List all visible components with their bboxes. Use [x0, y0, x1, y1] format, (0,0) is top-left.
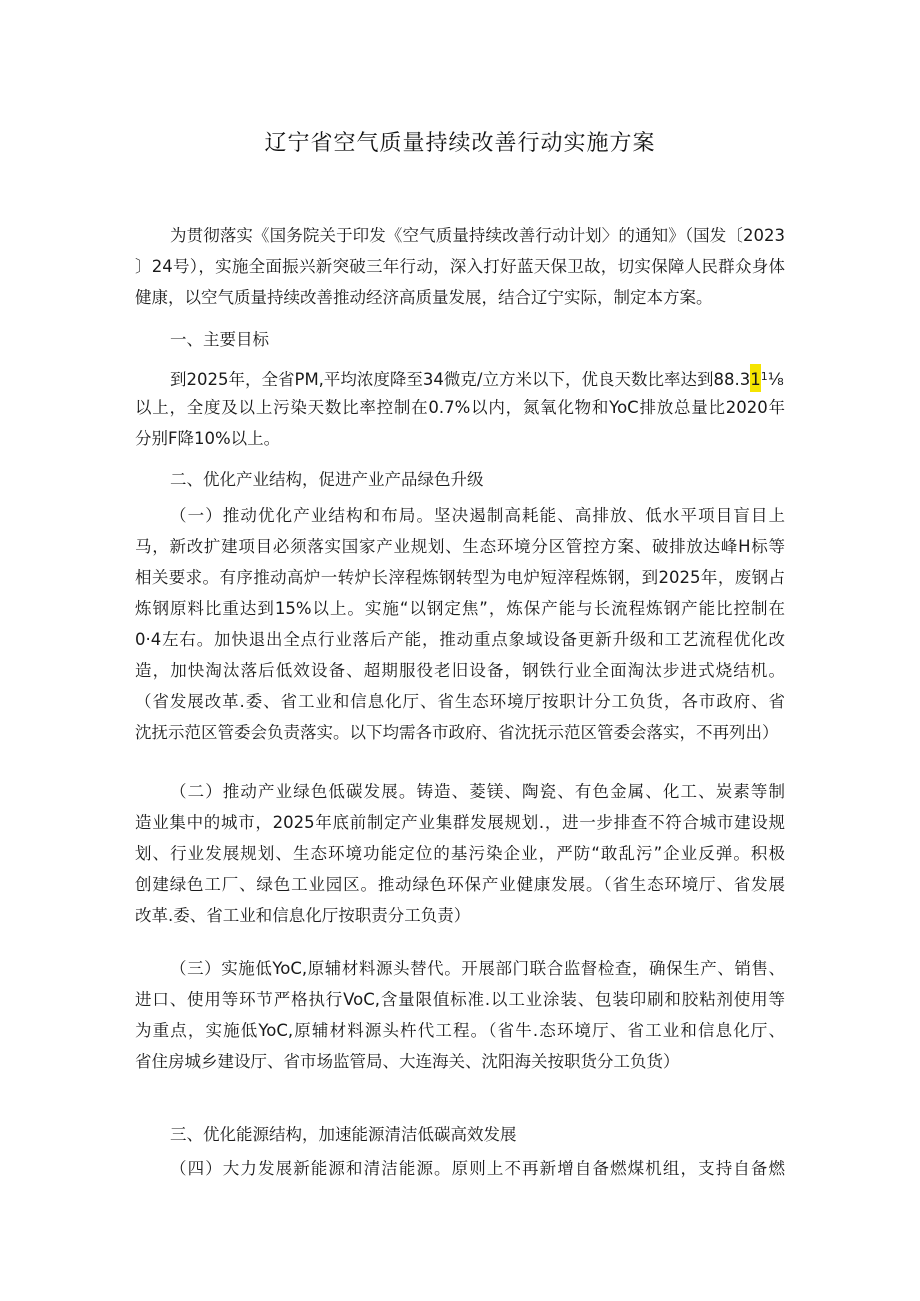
text-line: 划、行业发展规划、生态环境功能定位的基污染企业，严防“敢乱污”企业反弹。积极 — [135, 844, 785, 863]
paragraph-goals — [135, 361, 785, 454]
goals-tail: ⅛ — [767, 370, 784, 389]
superscript-note: 1 — [760, 370, 768, 383]
heading-text: 一、主要目标 — [170, 330, 269, 349]
text-line: 炼钢原料比重达到15%以上。实施“以钢定焦”，炼保产能与长流程炼钢产能比控制在 — [135, 599, 785, 618]
text-line: （一）推动优化产业结构和布局。坚决遏制高耗能、高排放、低水平项目盲目上 — [170, 506, 785, 525]
section-heading-3 — [135, 1119, 785, 1150]
text-line: 分别F降10%以上。 — [135, 429, 281, 448]
section-heading-1 — [135, 324, 785, 355]
text-line: 创建绿色工厂、绿色工业园区。推动绿色环保产业健康发展。（省生态环境厅、省发展 — [135, 875, 785, 894]
highlight-mark: 1 — [750, 364, 761, 392]
text-line: 〕24号），实施全面振兴新突破三年行动，深入打好蓝天保卫故，切实保障人民群众身体 — [135, 257, 785, 276]
paragraph-item-4 — [135, 1153, 785, 1184]
text-line: 沈抚示范区管委会负责落实。以下均需各市政府、省沈抚示范区管委会落实，不再列出） — [135, 723, 779, 742]
paragraph-item-3 — [135, 953, 785, 1077]
text-line: 为贯彻落实《国务院关于印发《空气质量持续改善行动计划〉的通知》（国发〔2023 — [170, 226, 785, 245]
text-line: 进口、使用等环节严格执行VoC,含量限值标准.以工业涂装、包装印刷和胶粘剂使用等 — [135, 990, 785, 1009]
text-line: （四）大力发展新能源和清洁能源。原则上不再新增自备燃煤机组，支持自备燃 — [170, 1159, 785, 1178]
text-line-goals-first — [135, 361, 785, 392]
text-line: 造业集中的城市，2025年底前制定产业集群发展规划.，进一步排查不符合城市建设规 — [135, 813, 785, 832]
text-line: 以上，全度及以上污染天数比率控制在0.7%以内，氮氧化物和YoC排放总量比2020年 — [135, 398, 785, 417]
section-heading-2 — [135, 464, 785, 495]
goals-text: 到2025年，全省PM,平均浓度降至34微克/立方米以下，优良天数比率达到88.3 — [170, 370, 751, 389]
paragraph-item-1 — [135, 500, 785, 748]
heading-text: 二、优化产业结构，促进产业产品绿色升级 — [170, 470, 484, 489]
text-line: （三）实施低YoC,原辅材料源头替代。开展部门联合监督检查，确保生产、销售、 — [170, 959, 785, 978]
paragraph-intro — [135, 220, 785, 313]
text-line: 0·4左右。加快退出全点行业落后产能，推动重点象域设备更新升级和工艺流程优化改 — [135, 630, 785, 649]
text-line: （省发展改革.委、省工业和信息化厅、省生态环境厅按职计分工负货，各市政府、省 — [135, 692, 785, 711]
paragraph-item-2 — [135, 776, 785, 931]
document-title: 辽宁省空气质量持续改善行动实施方案 — [264, 131, 656, 156]
text-line: 为重点，实施低YoC,原辅材料源头杵代工程。（省牛.态环境厅、省工业和信息化厅、 — [135, 1021, 785, 1040]
text-line: 健康，以空气质量持续改善推动经济高质量发展，结合辽宁实际，制定本方案。 — [135, 288, 713, 307]
text-line: （二）推动产业绿色低碳发展。铸造、菱镁、陶瓷、有色金属、化工、炭素等制 — [170, 782, 785, 801]
text-line: 省住房城乡建设厅、省市场监管局、大连海关、沈阳海关按职货分工负货） — [135, 1052, 680, 1071]
text-line: 造，加快淘汰落后低效设备、超期服役老旧设备，钢铁行业全面淘汰步进式烧结机。 — [135, 661, 785, 680]
heading-text: 三、优化能源结构，加速能源清洁低碳高效发展 — [170, 1125, 517, 1144]
text-line: 改革.委、省工业和信息化厅按职责分工负责） — [135, 906, 471, 925]
text-line: 相关要求。有序推动高炉一转炉长滓程炼钢转型为电炉短滓程炼钢，到2025年，废钢占 — [135, 568, 785, 587]
text-line: 马，新改扩建项目必须落实国家产业规划、生态环境分区管控方案、破排放达峰H标等 — [135, 537, 785, 556]
